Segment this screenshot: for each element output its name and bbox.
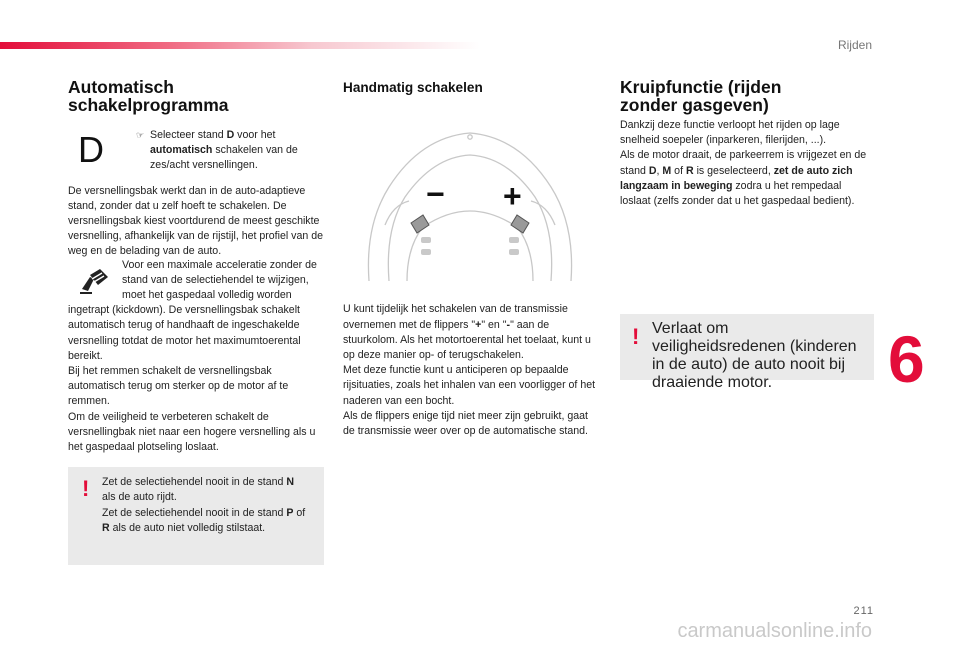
paddle-minus-label: − [426,176,445,213]
steering-wheel-paddles-illustration [363,105,577,281]
warning-text-park: Zet de selectiehendel nooit in de stand P of R als de auto niet volledig stilstaat. [102,506,306,534]
mode-d-block [68,128,324,174]
watermark-text: carmanualsonline.info [677,620,872,642]
warning-icon: ! [82,476,90,502]
chapter-number: 6 [888,322,925,396]
page-number: 211 [853,605,874,617]
section-title-creep: Kruipfunctie (rijden zonder gasgeven) [620,77,782,115]
warning-box-engine-running [620,314,874,391]
warning-text-neutral: Zet de selectiehendel nooit in de stand N als de auto rijdt. [102,476,294,504]
pedal-foot-icon [68,258,122,302]
chapter-title: Rijden [837,38,872,52]
paragraph-braking: Bij het remmen schakelt de versnellingsbak automatisch terug om sterker op de motor af te remmen. [68,365,289,408]
kickdown-text: Voor een maximale acceleratie zonder de stand van de selectiehendel te wijzigen, moet het gaspedaal volledig worden [122,258,317,302]
paragraph-anticipate: Met deze functie kunt u anticiperen op bepaalde rijsituaties, zoals het inhalen van een voorligger of het naderen van een bocht. [343,364,596,407]
warning-icon: ! [632,324,640,349]
manual-description [343,302,598,439]
paragraph-creep-conditions: Als de motor draait, de parkeerrem is vrijgezet en de stand D, M of R is geselecteerd, zet de auto zich langzaam in beweging zodra u het rempedaal loslaat (zelfs zonder dat u het gaspedaal bedient). [620,149,867,208]
mode-d-instruction: ☞ Selecteer stand D voor het automatisch schakelen van de zes/acht versnellingen. [126,128,324,174]
paragraph-paddles: U kunt tijdelijk het schakelen van de transmissie overnemen met de flippers "+" en "-" aan de stuurkolom. Als het motortoerental het toelaat, kunt u op deze manier op- of terugschakelen. [343,303,591,362]
paragraph-adaptive: De versnellingsbak werkt dan in de auto-adaptieve stand, zonder dat u zelf hoeft te schakelen. De versnellingsbak kiest voortdurend de meest geschikte versnelling, afhankelijk van de rijstijl, het profiel van de weg en de belading van de auto. [68,184,323,258]
paddle-plus-label: + [503,178,522,215]
warning-box-selector [68,467,324,565]
column-manual [343,78,598,439]
warning-text-engine: Verlaat om veiligheidsredenen (kinderen in de auto) de auto nooit bij draaiende motor. [652,320,857,391]
paragraph-kickdown: ingetrapt (kickdown). De versnellingsbak schakelt automatisch terug of handhaaft de ingeschakelde versnelling totdat de motor het maximumtoerental bereikt. [68,304,301,362]
section-title-automatic: Automatisch schakelprogramma [68,77,229,115]
header-accent-bar [0,42,480,49]
column-automatic [68,78,324,565]
column-creep [620,78,874,209]
pointing-hand-icon: ☞ [136,130,145,140]
mode-d-letter: D [78,129,104,170]
paragraph-auto-return: Als de flippers enige tijd niet meer zijn gebruikt, gaat de transmissie weer over op de automatische stand. [343,409,588,438]
section-title-manual: Handmatig schakelen [343,80,483,95]
kickdown-block [68,258,324,304]
paragraph-safety: Om de veiligheid te verbeteren schakelt de versnellingbak niet naar een hogere versnelling als u het gaspedaal plotseling loslaat. [68,410,316,454]
paragraph-creep-intro: Dankzij deze functie verloopt het rijden op lage snelheid soepeler (inparkeren, filerijden, ...). [620,119,840,147]
